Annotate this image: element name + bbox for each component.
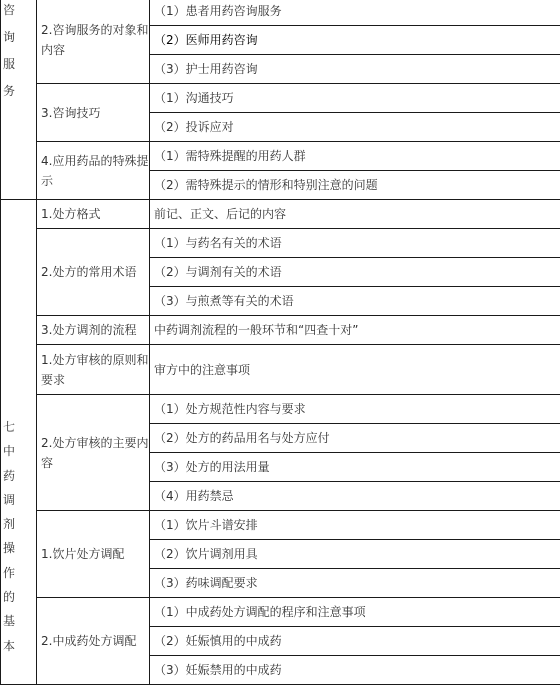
group-title: 4.应用药品的特殊提示 [37, 142, 150, 200]
section-label: 七 中 药 调 剂 操 作 的 基 本 [1, 200, 37, 685]
group-title: 2.咨询服务的对象和内容 [37, 0, 150, 84]
item-cell: （3）护士用药咨询 [150, 55, 560, 84]
item-cell: （2）饮片调剂用具 [150, 540, 560, 569]
group-title: 1.处方审核的原则和要求 [37, 345, 150, 395]
item-cell: 前记、正文、后记的内容 [150, 200, 560, 229]
item-cell: （3）处方的用法用量 [150, 453, 560, 482]
item-cell: （2）与调剂有关的术语 [150, 258, 560, 287]
item-cell: （1）需特殊提醒的用药人群 [150, 142, 560, 171]
table-row [1, 142, 560, 171]
section-label: 咨 询 服 务 [1, 0, 37, 200]
item-cell: （2）医师用药咨询 [150, 26, 560, 55]
item-cell: （1）中成药处方调配的程序和注意事项 [150, 598, 560, 627]
item-cell: （2）处方的药品用名与处方应付 [150, 424, 560, 453]
table-row [1, 0, 560, 26]
group-title: 2.处方审核的主要内容 [37, 395, 150, 511]
table-row [1, 395, 560, 424]
item-cell: （2）投诉应对 [150, 113, 560, 142]
table-row [1, 511, 560, 540]
item-cell: （1）沟通技巧 [150, 84, 560, 113]
item-cell: 审方中的注意事项 [150, 345, 560, 395]
group-title: 2.处方的常用术语 [37, 229, 150, 316]
table-row [1, 229, 560, 258]
group-title: 1.处方格式 [37, 200, 150, 229]
item-cell: （1）患者用药咨询服务 [150, 0, 560, 26]
table-row [1, 598, 560, 627]
group-title: 3.咨询技巧 [37, 84, 150, 142]
item-cell: 中药调剂流程的一般环节和“四查十对” [150, 316, 560, 345]
item-cell: （1）饮片斗谱安排 [150, 511, 560, 540]
item-cell: （2）妊娠慎用的中成药 [150, 627, 560, 656]
table-row [1, 345, 560, 395]
table-row [1, 200, 560, 229]
item-cell: （3）药味调配要求 [150, 569, 560, 598]
item-cell: （1）处方规范性内容与要求 [150, 395, 560, 424]
item-cell: （3）妊娠禁用的中成药 [150, 656, 560, 685]
table-row [1, 316, 560, 345]
table-row [1, 84, 560, 113]
group-title: 3.处方调剂的流程 [37, 316, 150, 345]
item-cell: （1）与药名有关的术语 [150, 229, 560, 258]
group-title: 1.饮片处方调配 [37, 511, 150, 598]
item-cell: （3）与煎煮等有关的术语 [150, 287, 560, 316]
item-cell: （2）需特殊提示的情形和特别注意的问题 [150, 171, 560, 200]
item-cell: （4）用药禁忌 [150, 482, 560, 511]
group-title: 2.中成药处方调配 [37, 598, 150, 685]
